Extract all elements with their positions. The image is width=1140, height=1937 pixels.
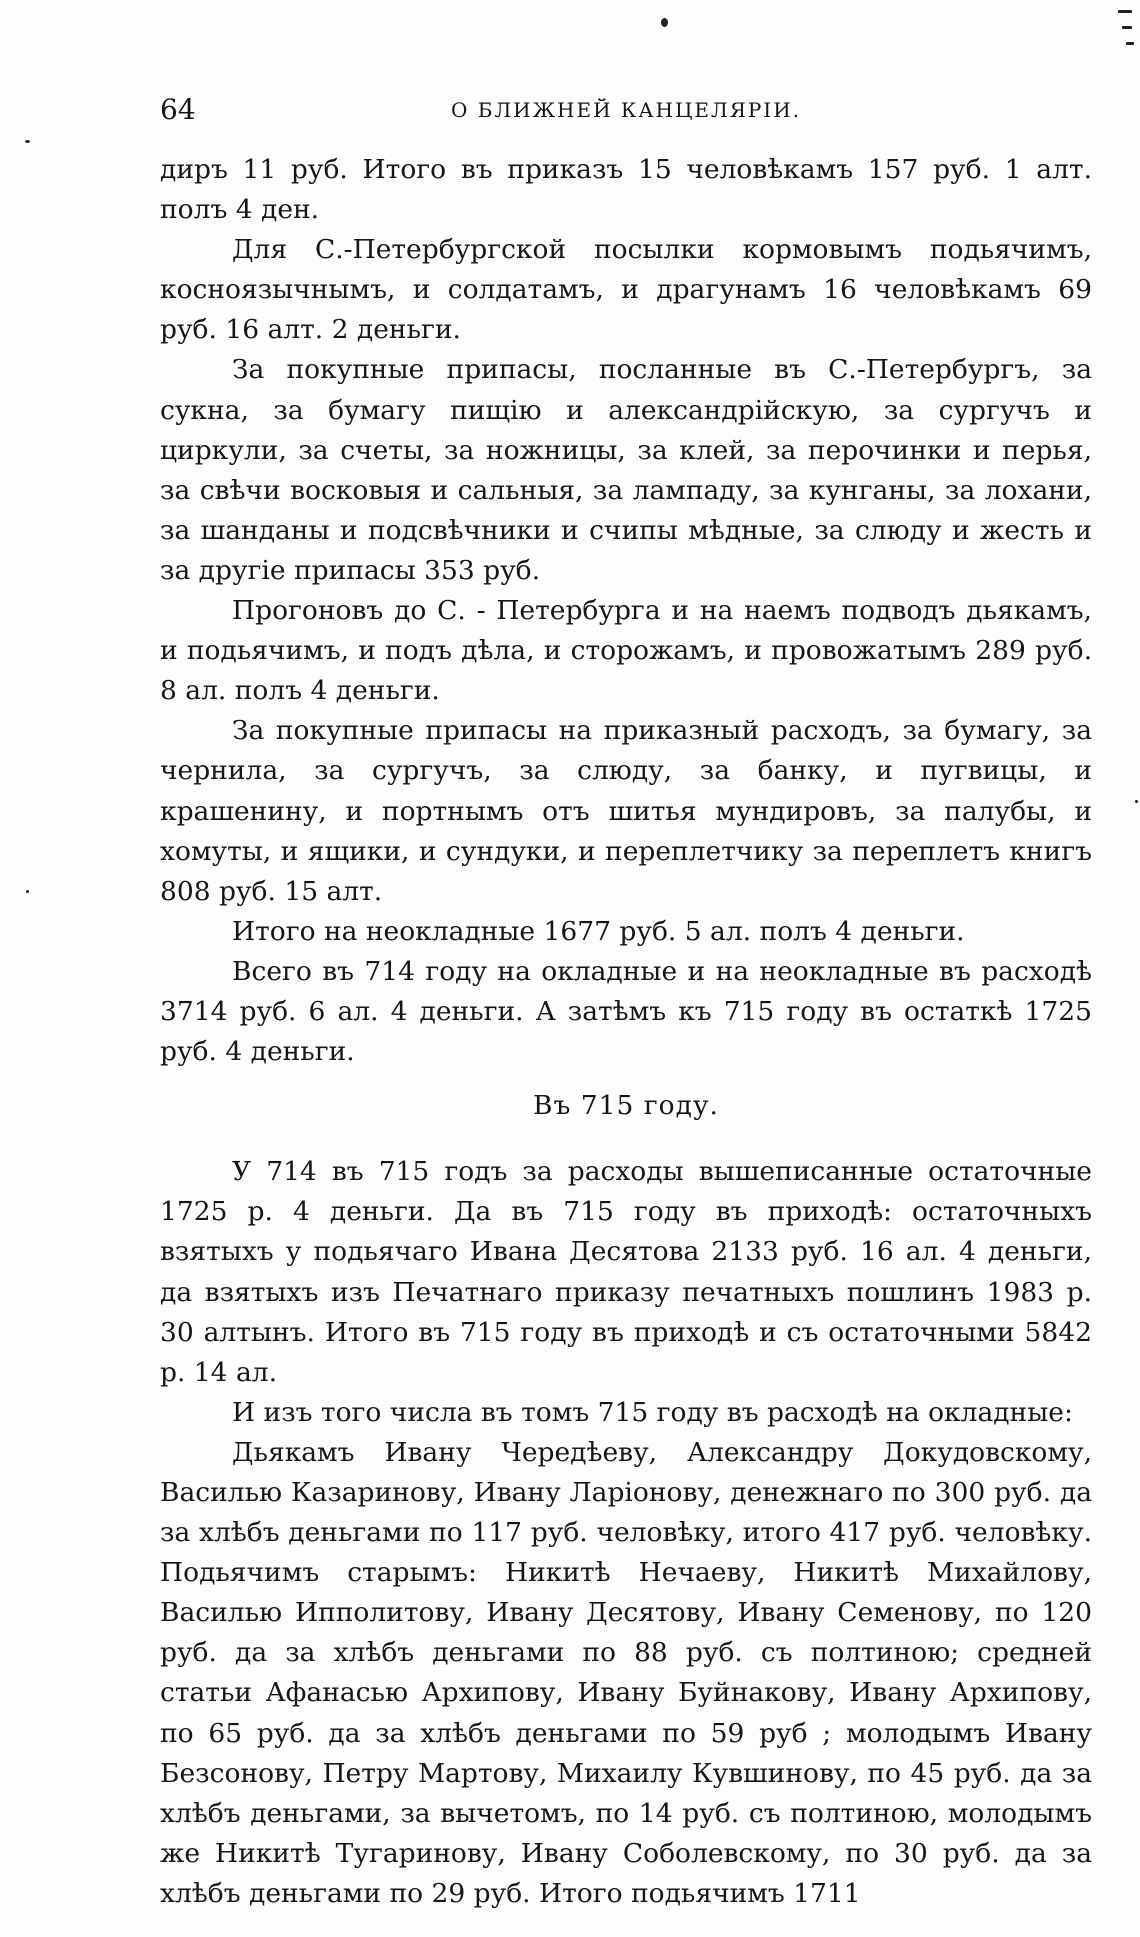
scan-speck [661, 18, 668, 27]
paragraph-travel-expenses: Прогоновъ до С. - Петербурга и на наемъ подводъ дьякамъ, и подьячимъ, и подъ дѣла, и сторожамъ, и провожатымъ 289 руб. 8 ал. полъ 4 деньги. [160, 595, 1092, 707]
paragraph-salary-intro: И изъ того числа въ томъ 715 году въ расходѣ на окладные: [232, 1396, 1073, 1428]
scan-speck [1118, 10, 1132, 13]
section-heading: Въ 715 году. [533, 1090, 719, 1122]
body-text [160, 150, 1092, 1914]
running-title: О БЛИЖНЕЙ КАНЦЕЛЯРІИ. [451, 98, 801, 122]
page-header [160, 90, 1092, 130]
paragraph-year-total: Всего въ 714 году на окладные и на неокладные въ расходѣ 3714 руб. 6 ал. 4 деньги. А затѣмъ къ 715 году въ остаткѣ 1725 руб. 4 деньги. [160, 955, 1092, 1068]
paragraph-salary-list: Дьякамъ Ивану Чередѣеву, Александру Докудовскому, Василью Казаринову, Ивану Ларіонову, денежнаго по 300 руб. да за хлѣбъ деньгами по 117 руб. человѣку, итого 417 руб. человѣку. Подьячимъ старымъ: Никитѣ Нечаеву, Никитѣ Михайлову, Василью Ипполитову, Ивану Десятову, Ивану Семенову, по 120 руб. да за хлѣбъ деньгами по 88 руб. съ полтиною; средней статьи Афанасью Архипову, Ивану Буйнакову, Ивану Архипову, по 65 руб. да за хлѣбъ деньгами по 59 руб ; молодымъ Ивану Безсонову, Петру Мартову, Михаилу Кувшинову, по 45 руб. да за хлѣбъ деньгами, за вычетомъ, по 14 руб. съ полтиною, молодымъ же Никитѣ Тугаринову, Ивану Соболевскому, по 30 руб. да за хлѣбъ деньгами по 29 руб. Итого подьячимъ 1711 [160, 1436, 1092, 1909]
scan-speck [25, 140, 30, 143]
paragraph-purchased-supplies: За покупные припасы, посланные въ С.-Петербургъ, за сукна, за бумагу пищію и александрійскую, за сургучъ и циркули, за счеты, за ножницы, за клей, за перочинки и перья, за свѣчи восковыя и сальныя, за лампаду, за кунганы, за лохани, за шанданы и подсвѣчники и счипы мѣдные, за слюду и жесть и за другіе припасы 353 руб. [160, 354, 1092, 586]
paragraph-petersburg-dispatch: Для С.-Петербургской посылки кормовымъ подьячимъ, косноязычнымъ, и солдатамъ, и драгунамъ 16 человѣкамъ 69 руб. 16 алт. 2 деньги. [160, 234, 1092, 346]
paragraph-nonsalary-total: Итого на неокладные 1677 руб. 5 ал. полъ 4 деньги. [232, 915, 965, 947]
scan-speck [1126, 42, 1134, 45]
paragraph-office-supplies: За покупные припасы на приказный расходъ, за бумагу, за чернила, за сургучъ, за слюду, за банку, и пугвицы, и крашенину, и портнымъ отъ шитья мундировъ, за палубы, и хомуты, и ящики, и сундуки, и переплетчику за переплетъ книгъ 808 руб. 15 алт. [160, 715, 1092, 907]
scan-speck [1135, 800, 1138, 803]
paragraph-continuation: диръ 11 руб. Итого въ приказъ 15 человѣкамъ 157 руб. 1 алт. полъ 4 ден. [160, 154, 1092, 226]
scan-speck [1122, 26, 1132, 29]
page-number: 64 [160, 93, 196, 126]
scan-speck [26, 890, 29, 893]
paragraph-income-715: У 714 въ 715 годъ за расходы вышеписанные остаточные 1725 р. 4 деньги. Да въ 715 году въ приходѣ: остаточныхъ взятыхъ у подьячаго Ивана Десятова 2133 руб. 16 ал. 4 деньги, да взятыхъ изъ Печатнаго приказу печатныхъ пошлинъ 1983 р. 30 алтынъ. Итого въ 715 году въ приходѣ и съ остаточными 5842 р. 14 ал. [160, 1156, 1092, 1388]
